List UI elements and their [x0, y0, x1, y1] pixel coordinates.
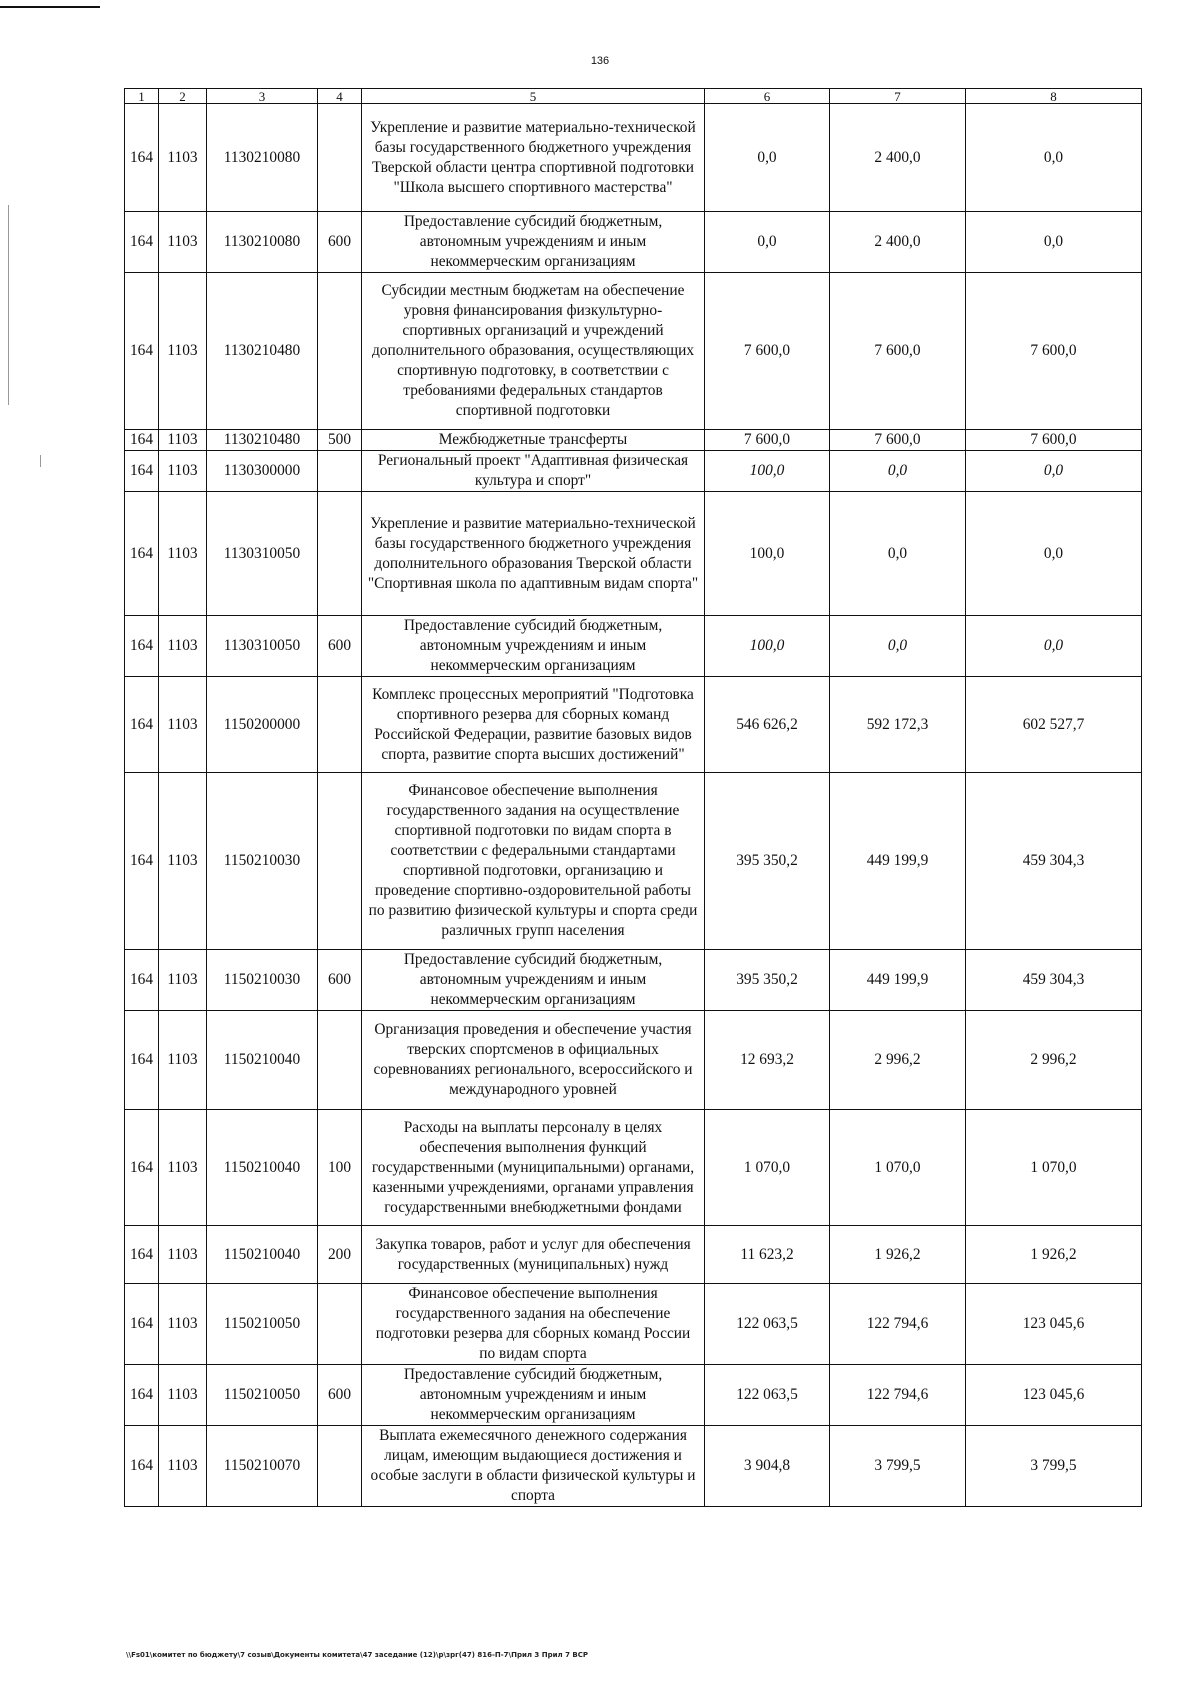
amount-year1-cell: 546 626,2 [705, 677, 830, 773]
expense-type-cell [318, 677, 362, 773]
amount-year3-cell: 0,0 [966, 104, 1142, 212]
description-cell: Предоставление субсидий бюджетным, автономным учреждениям и иным некоммерческим организациям [362, 1365, 705, 1426]
description-cell: Расходы на выплаты персоналу в целях обеспечения выполнения функций государственными (муниципальными) органами, казенными учреждениями, органами управления государственными внебюджетными фондами [362, 1110, 705, 1226]
amount-year3-cell: 0,0 [966, 212, 1142, 273]
column-header: 3 [207, 89, 318, 104]
ministry-code-cell: 164 [125, 212, 159, 273]
amount-year3-cell: 0,0 [966, 451, 1142, 492]
amount-year3-cell: 123 045,6 [966, 1284, 1142, 1365]
section-code-cell: 1103 [159, 451, 207, 492]
section-code-cell: 1103 [159, 104, 207, 212]
ministry-code-cell: 164 [125, 273, 159, 430]
description-cell: Укрепление и развитие материально-технической базы государственного бюджетного учреждения Тверской области центра спортивной подготовки "Школа высшего спортивного мастерства" [362, 104, 705, 212]
amount-year1-cell: 7 600,0 [705, 430, 830, 451]
amount-year3-cell: 123 045,6 [966, 1365, 1142, 1426]
ministry-code-cell: 164 [125, 430, 159, 451]
ministry-code-cell: 164 [125, 773, 159, 950]
amount-year1-cell: 7 600,0 [705, 273, 830, 430]
expense-type-cell: 600 [318, 616, 362, 677]
footer-file-path: \\Fs01\комитет по бюджету\7 созыв\Документы комитета\47 заседание (12)\р\зрг(47) 816-П-7\Прил 3 Прил 7 ВСР [126, 1651, 588, 1659]
ministry-code-cell: 164 [125, 104, 159, 212]
amount-year3-cell: 7 600,0 [966, 273, 1142, 430]
description-cell: Финансовое обеспечение выполнения государственного задания на осуществление спортивной подготовки по видам спорта в соответствии с федеральными стандартами спортивной подготовки, организацию и проведение спортивно-оздоровительной работы по развитию физической культуры и спорта среди различных групп населения [362, 773, 705, 950]
target-article-cell: 1150210030 [207, 773, 318, 950]
amount-year1-cell: 1 070,0 [705, 1110, 830, 1226]
scan-artifact-mark [40, 455, 41, 467]
column-header: 5 [362, 89, 705, 104]
page-number: 136 [590, 55, 610, 67]
amount-year2-cell: 7 600,0 [830, 430, 966, 451]
ministry-code-cell: 164 [125, 1426, 159, 1507]
ministry-code-cell: 164 [125, 950, 159, 1011]
scan-artifact-mark [8, 205, 9, 405]
target-article-cell: 1150200000 [207, 677, 318, 773]
section-code-cell: 1103 [159, 273, 207, 430]
scan-artifact-line [0, 6, 100, 8]
amount-year2-cell: 122 794,6 [830, 1365, 966, 1426]
amount-year2-cell: 0,0 [830, 492, 966, 616]
ministry-code-cell: 164 [125, 492, 159, 616]
description-cell: Предоставление субсидий бюджетным, автономным учреждениям и иным некоммерческим организациям [362, 950, 705, 1011]
section-code-cell: 1103 [159, 1426, 207, 1507]
table-row [125, 1011, 1142, 1110]
ministry-code-cell: 164 [125, 451, 159, 492]
amount-year3-cell: 0,0 [966, 616, 1142, 677]
section-code-cell: 1103 [159, 212, 207, 273]
amount-year2-cell: 1 070,0 [830, 1110, 966, 1226]
column-header: 8 [966, 89, 1142, 104]
description-cell: Межбюджетные трансферты [362, 430, 705, 451]
description-cell: Региональный проект "Адаптивная физическая культура и спорт" [362, 451, 705, 492]
expense-type-cell [318, 492, 362, 616]
description-cell: Предоставление субсидий бюджетным, автономным учреждениям и иным некоммерческим организациям [362, 616, 705, 677]
amount-year3-cell: 459 304,3 [966, 950, 1142, 1011]
target-article-cell: 1150210070 [207, 1426, 318, 1507]
section-code-cell: 1103 [159, 1226, 207, 1284]
ministry-code-cell: 164 [125, 1226, 159, 1284]
amount-year2-cell: 449 199,9 [830, 950, 966, 1011]
section-code-cell: 1103 [159, 1284, 207, 1365]
expense-type-cell: 600 [318, 212, 362, 273]
target-article-cell: 1150210040 [207, 1011, 318, 1110]
table-row [125, 1110, 1142, 1226]
column-number-row [125, 89, 1142, 104]
description-cell: Финансовое обеспечение выполнения государственного задания на обеспечение подготовки резерва для сборных команд России по видам спорта [362, 1284, 705, 1365]
table-body [125, 104, 1142, 1507]
ministry-code-cell: 164 [125, 677, 159, 773]
amount-year2-cell: 0,0 [830, 616, 966, 677]
amount-year1-cell: 395 350,2 [705, 950, 830, 1011]
column-header: 6 [705, 89, 830, 104]
amount-year2-cell: 122 794,6 [830, 1284, 966, 1365]
amount-year2-cell: 2 400,0 [830, 104, 966, 212]
target-article-cell: 1150210030 [207, 950, 318, 1011]
table-row [125, 1284, 1142, 1365]
amount-year1-cell: 100,0 [705, 616, 830, 677]
amount-year3-cell: 1 070,0 [966, 1110, 1142, 1226]
expense-type-cell [318, 1426, 362, 1507]
amount-year3-cell: 459 304,3 [966, 773, 1142, 950]
amount-year1-cell: 100,0 [705, 492, 830, 616]
expense-type-cell: 600 [318, 950, 362, 1011]
expense-type-cell [318, 1284, 362, 1365]
amount-year2-cell: 7 600,0 [830, 273, 966, 430]
ministry-code-cell: 164 [125, 1365, 159, 1426]
amount-year1-cell: 122 063,5 [705, 1365, 830, 1426]
expense-type-cell [318, 104, 362, 212]
target-article-cell: 1150210040 [207, 1226, 318, 1284]
description-cell: Закупка товаров, работ и услуг для обеспечения государственных (муниципальных) нужд [362, 1226, 705, 1284]
amount-year2-cell: 449 199,9 [830, 773, 966, 950]
amount-year2-cell: 0,0 [830, 451, 966, 492]
table-row [125, 1365, 1142, 1426]
table-row [125, 950, 1142, 1011]
target-article-cell: 1130210080 [207, 104, 318, 212]
target-article-cell: 1130210480 [207, 430, 318, 451]
description-cell: Предоставление субсидий бюджетным, автономным учреждениям и иным некоммерческим организациям [362, 212, 705, 273]
table-row [125, 430, 1142, 451]
amount-year3-cell: 3 799,5 [966, 1426, 1142, 1507]
table-row [125, 451, 1142, 492]
amount-year3-cell: 0,0 [966, 492, 1142, 616]
section-code-cell: 1103 [159, 492, 207, 616]
description-cell: Комплекс процессных мероприятий "Подготовка спортивного резерва для сборных команд Российской Федерации, развитие базовых видов спорта, развитие спорта высших достижений" [362, 677, 705, 773]
amount-year3-cell: 602 527,7 [966, 677, 1142, 773]
target-article-cell: 1130310050 [207, 492, 318, 616]
target-article-cell: 1130210080 [207, 212, 318, 273]
expense-type-cell: 100 [318, 1110, 362, 1226]
ministry-code-cell: 164 [125, 1284, 159, 1365]
expense-type-cell [318, 451, 362, 492]
expense-type-cell: 600 [318, 1365, 362, 1426]
amount-year1-cell: 0,0 [705, 212, 830, 273]
amount-year1-cell: 122 063,5 [705, 1284, 830, 1365]
column-header: 7 [830, 89, 966, 104]
description-cell: Укрепление и развитие материально-технической базы государственного бюджетного учреждения дополнительного образования Тверской области "Спортивная школа по адаптивным видам спорта" [362, 492, 705, 616]
expense-type-cell: 200 [318, 1226, 362, 1284]
amount-year3-cell: 2 996,2 [966, 1011, 1142, 1110]
expense-type-cell [318, 1011, 362, 1110]
table-row [125, 273, 1142, 430]
target-article-cell: 1150210050 [207, 1284, 318, 1365]
description-cell: Выплата ежемесячного денежного содержания лицам, имеющим выдающиеся достижения и особые заслуги в области физической культуры и спорта [362, 1426, 705, 1507]
table-row [125, 104, 1142, 212]
section-code-cell: 1103 [159, 1365, 207, 1426]
description-cell: Организация проведения и обеспечение участия тверских спортсменов в официальных соревнованиях регионального, всероссийского и международного уровней [362, 1011, 705, 1110]
amount-year1-cell: 11 623,2 [705, 1226, 830, 1284]
target-article-cell: 1130300000 [207, 451, 318, 492]
table-row [125, 212, 1142, 273]
amount-year2-cell: 3 799,5 [830, 1426, 966, 1507]
target-article-cell: 1130210480 [207, 273, 318, 430]
expense-type-cell: 500 [318, 430, 362, 451]
target-article-cell: 1150210050 [207, 1365, 318, 1426]
ministry-code-cell: 164 [125, 616, 159, 677]
section-code-cell: 1103 [159, 773, 207, 950]
budget-table [124, 88, 1142, 1507]
column-header: 1 [125, 89, 159, 104]
expense-type-cell [318, 273, 362, 430]
expense-type-cell [318, 773, 362, 950]
section-code-cell: 1103 [159, 616, 207, 677]
table-row [125, 677, 1142, 773]
column-header: 4 [318, 89, 362, 104]
table-row [125, 616, 1142, 677]
amount-year1-cell: 3 904,8 [705, 1426, 830, 1507]
amount-year1-cell: 395 350,2 [705, 773, 830, 950]
table-row [125, 1426, 1142, 1507]
target-article-cell: 1150210040 [207, 1110, 318, 1226]
amount-year2-cell: 2 996,2 [830, 1011, 966, 1110]
target-article-cell: 1130310050 [207, 616, 318, 677]
amount-year2-cell: 1 926,2 [830, 1226, 966, 1284]
section-code-cell: 1103 [159, 677, 207, 773]
description-cell: Субсидии местным бюджетам на обеспечение уровня финансирования физкультурно-спортивных организаций и учреждений дополнительного образования, осуществляющих спортивную подготовку, в соответствии с требованиями федеральных стандартов спортивной подготовки [362, 273, 705, 430]
amount-year2-cell: 592 172,3 [830, 677, 966, 773]
table-row [125, 492, 1142, 616]
table-row [125, 1226, 1142, 1284]
amount-year1-cell: 100,0 [705, 451, 830, 492]
column-header: 2 [159, 89, 207, 104]
ministry-code-cell: 164 [125, 1011, 159, 1110]
section-code-cell: 1103 [159, 430, 207, 451]
ministry-code-cell: 164 [125, 1110, 159, 1226]
amount-year1-cell: 0,0 [705, 104, 830, 212]
amount-year3-cell: 1 926,2 [966, 1226, 1142, 1284]
amount-year2-cell: 2 400,0 [830, 212, 966, 273]
amount-year1-cell: 12 693,2 [705, 1011, 830, 1110]
section-code-cell: 1103 [159, 1110, 207, 1226]
section-code-cell: 1103 [159, 950, 207, 1011]
section-code-cell: 1103 [159, 1011, 207, 1110]
amount-year3-cell: 7 600,0 [966, 430, 1142, 451]
table-row [125, 773, 1142, 950]
